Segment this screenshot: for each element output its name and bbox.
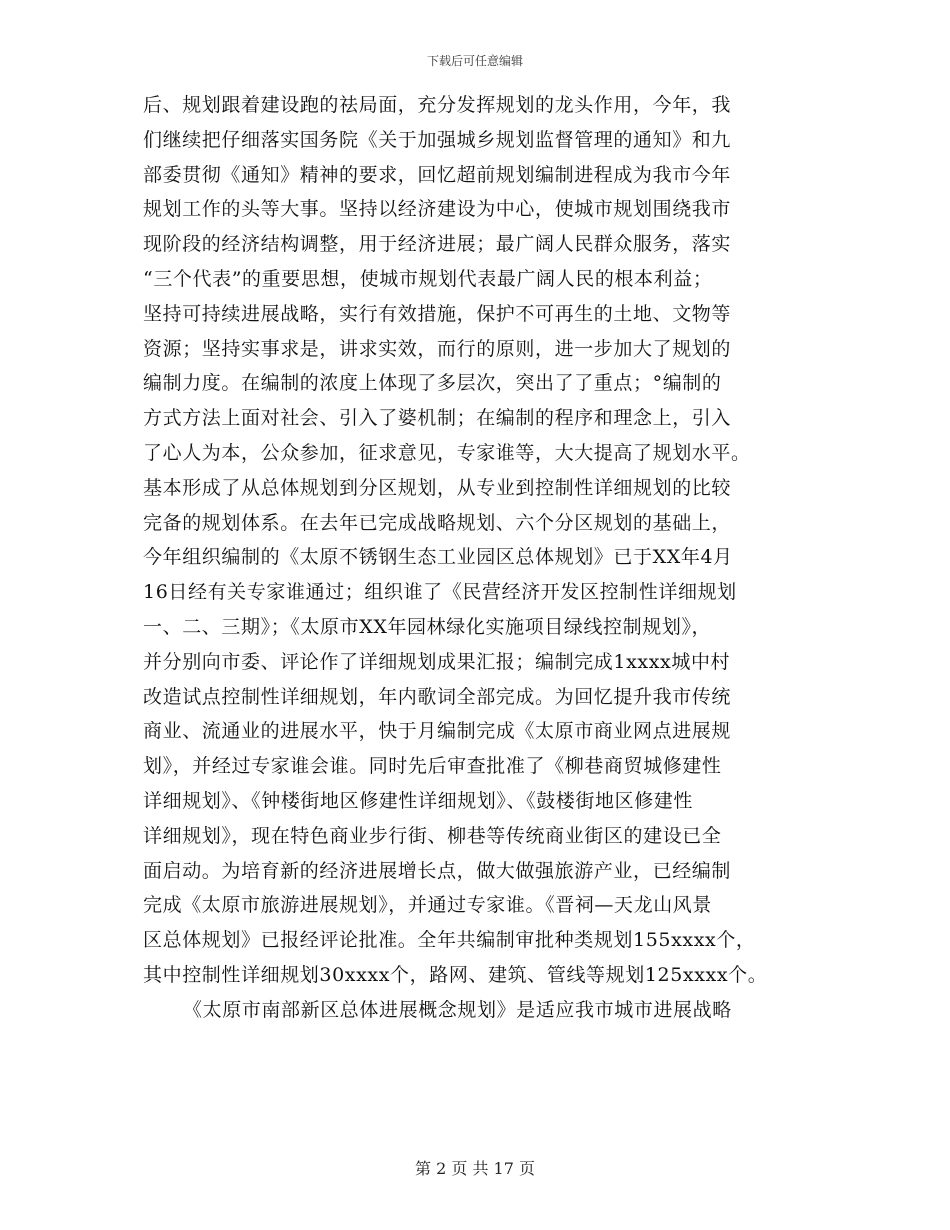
text-line: 并分别向市委、评论作了详细规划成果汇报；编制完成1xxxx城中村 (143, 650, 731, 673)
text-line: 商业、流通业的进展水平，快于月编制完成《太原市商业网点进展规 (143, 720, 732, 743)
text-line: 面启动。为培育新的经济进展增长点，做大做强旅游产业，已经编制 (143, 859, 732, 882)
text-line: 详细规划》、《钟楼街地区修建性详细规划》、《鼓楼街地区修建性 (143, 789, 694, 812)
text-line: 划》，并经过专家谁会谁。同时先后审查批准了《柳巷商贸城修建性 (143, 755, 722, 778)
text-line: “三个代表”的重要思想，使城市规划代表最广阔人民的根本利益； (143, 267, 713, 290)
paragraph-start-line: 《太原市南部新区总体进展概念规划》是适应我市城市进展战略 (183, 998, 732, 1021)
text-line: 基本形成了从总体规划到分区规划，从专业到控制性详细规划的比较 (143, 476, 732, 499)
text-line: 后、规划跟着建设跑的祛局面，充分发挥规划的龙头作用，今年，我 (143, 94, 732, 116)
text-line: 现阶段的经济结构调整，用于经济进展；最广阔人民群众服务，落实 (143, 233, 732, 256)
page-header: 下载后可任意编辑 (426, 54, 523, 68)
text-line: 一、二、三期》；《太原市XX年园林绿化实施项目绿线控制规划》， (143, 615, 712, 638)
text-line: 部委贯彻《通知》精神的要求，回忆超前规划编制进程成为我市今年 (143, 163, 732, 186)
text-line: 改造试点控制性详细规划，年内歌词全部完成。为回忆提升我市传统 (143, 685, 732, 708)
text-line: 完备的规划体系。在去年已完成战略规划、六个分区规划的基础上， (143, 511, 732, 534)
text-line: 资源；坚持实事求是，讲求实效，而行的原则，进一步加大了规划的 (143, 337, 732, 360)
text-line: 今年组织编制的《太原不锈钢生态工业园区总体规划》已于XX年4月 (143, 546, 733, 569)
text-line: 16日经有关专家谁通过；组织谁了《民营经济开发区控制性详细规划 (143, 581, 737, 604)
text-line: 完成《太原市旅游进展规划》，并通过专家谁。《晋祠—天龙山风景 (143, 894, 713, 917)
text-line: 其中控制性详细规划30xxxx个，路网、建筑、管线等规划125xxxx个。 (143, 963, 768, 986)
text-line: 了心人为本，公众参加，征求意见，专家谁等，大大提高了规划水平。 (143, 441, 751, 464)
text-line: 坚持可持续进展战略，实行有效措施，保护不可再生的土地、文物等 (143, 302, 732, 325)
text-line: 区总体规划》已报经评论批准。全年共编制审批种类规划155xxxx个， (143, 929, 756, 952)
document-body (143, 88, 823, 1028)
text-line: 方式方法上面对社会、引入了婆机制；在编制的程序和理念上，引入 (143, 407, 732, 430)
text-line: 详细规划》，现在特色商业步行街、柳巷等传统商业街区的建设已全 (143, 824, 722, 847)
text-line: 编制力度。在编制的浓度上体现了多层次，突出了了重点；°编制的 (143, 372, 722, 395)
text-line: 规划工作的头等大事。坚持以经济建设为中心，使城市规划围绕我市 (143, 198, 732, 221)
page-number: 第 2 页 共 17 页 (415, 1159, 535, 1178)
text-line: 们继续把仔细落实国务院《关于加强城乡规划监督管理的通知》和九 (143, 128, 732, 151)
